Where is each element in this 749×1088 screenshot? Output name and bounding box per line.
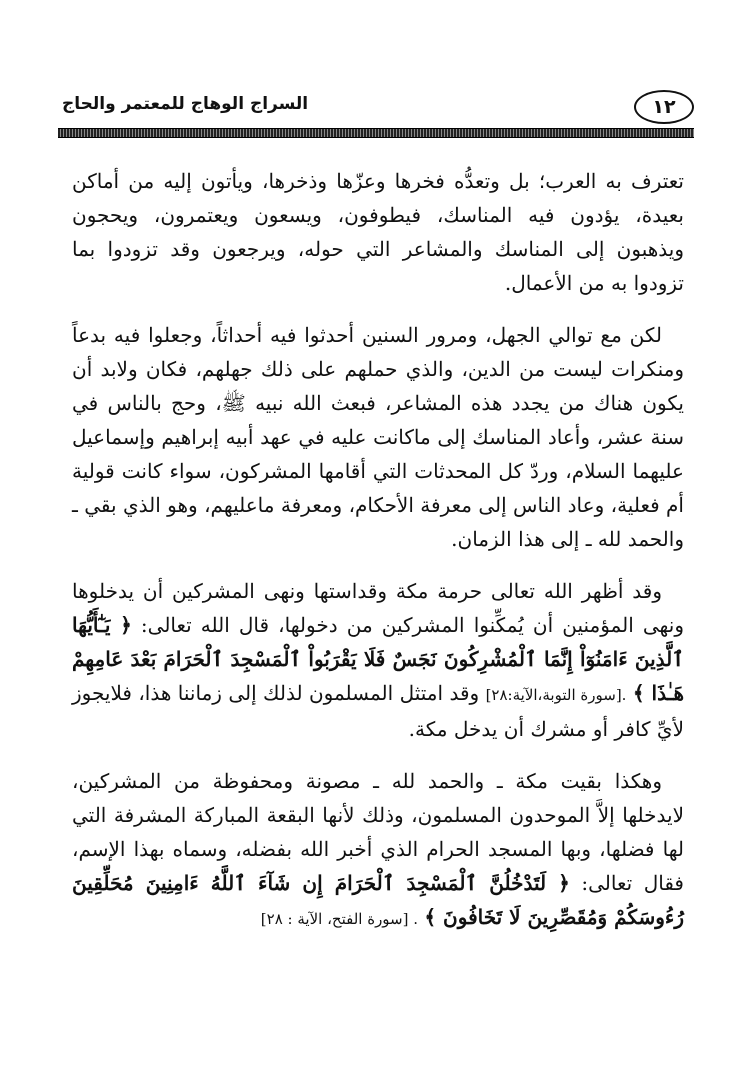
paragraph-1: تعترف به العرب؛ بل وتعدُّه فخرها وعزّها وذخرها، ويأتون إليه من أماكن بعيدة، يؤدون فيه المناسك، فيطوفون، ويسعون ويعتمرون، ويحجون ويذهبون إلى المناسك والمشاعر التي حوله، ويرجعون وقد تزودوا بما تزودوا به من الأعمال.	[72, 169, 684, 295]
paragraph-4-intro: وهكذا بقيت مكة ـ والحمد لله ـ مصونة ومحفوظة من المشركين، لايدخلها إلاَّ الموحدون المسلمون، وذلك لأنها البقعة المباركة المشرفة التي لها فضلها، وبها المسجد الحرام الذي أخبر الله بفضله، وسماه بهذا الإسم، فقال تعالى:	[72, 769, 685, 895]
paragraph-3-rest: وقد امتثل المسلمون لذلك إلى زماننا هذا، فلايجوز لأيِّ كافر أو مشرك أن يدخل مكة.	[72, 681, 684, 741]
quran-verse-fath: ﴿ لَتَدْخُلُنَّ ٱلْمَسْجِدَ ٱلْحَرَامَ إِن شَآءَ ٱللَّهُ ءَامِنِينَ مُحَلِّقِينَ رُءُوسَكُمْ وَمُقَصِّرِينَ لَا تَخَافُونَ ﴾	[72, 871, 684, 929]
citation-fath: . [سورة الفتح، الآية : ٢٨]	[260, 910, 419, 928]
page-header	[58, 84, 694, 128]
page-number-badge	[634, 90, 694, 124]
paragraph-3-intro: وقد أظهر الله تعالى حرمة مكة وقداستها ونهى المشركين أن يدخلوها ونهى المؤمنين أن يُمكِّنوا المشركين من دخولها، قال الله تعالى:	[72, 579, 684, 637]
paragraph-2: لكن مع توالي الجهل، ومرور السنين أحدثوا فيه أحداثاً، وجعلوا فيه بدعاً ومنكرات ليست من الدين، والذي حملهم على ذلك جهلهم، فكان ولابد أن يكون هناك من يجدد هذه المشاعر، فبعث الله نبيه ﷺ، وحج بالناس في سنة عشر، وأعاد المناسك إلى ماكانت عليه في عهد أبيه إبراهيم وإسماعيل عليهما السلام، وردّ كل المحدثات التي أقامها المشركون، سواء كانت قولية أم فعلية، وعاد الناس إلى معرفة الأحكام، ومعرفة ماعليهم، وهو الذي بقي ـ والحمد لله ـ إلى هذا الزمان.	[72, 323, 684, 551]
page-body	[72, 164, 684, 954]
running-title: السراج الوهاج للمعتمر والحاج	[62, 94, 309, 114]
paragraph-3	[72, 574, 684, 746]
quran-verse-tawbah: ﴿ يَـٰٓأَيُّهَا ٱلَّذِينَ ءَامَنُوٓاْ إِنَّمَا ٱلْمُشْرِكُونَ نَجَسٌ فَلَا يَقْرَبُواْ ٱلْمَسْجِدَ ٱلْحَرَامَ بَعْدَ عَامِهِمْ هَـٰذَا ﴾	[72, 613, 685, 705]
paragraph-4	[72, 764, 684, 936]
page-number: ١٢	[652, 96, 676, 118]
header-rule	[58, 128, 694, 138]
citation-tawbah: .[سورة التوبة،الآية:٢٨]	[485, 686, 627, 704]
